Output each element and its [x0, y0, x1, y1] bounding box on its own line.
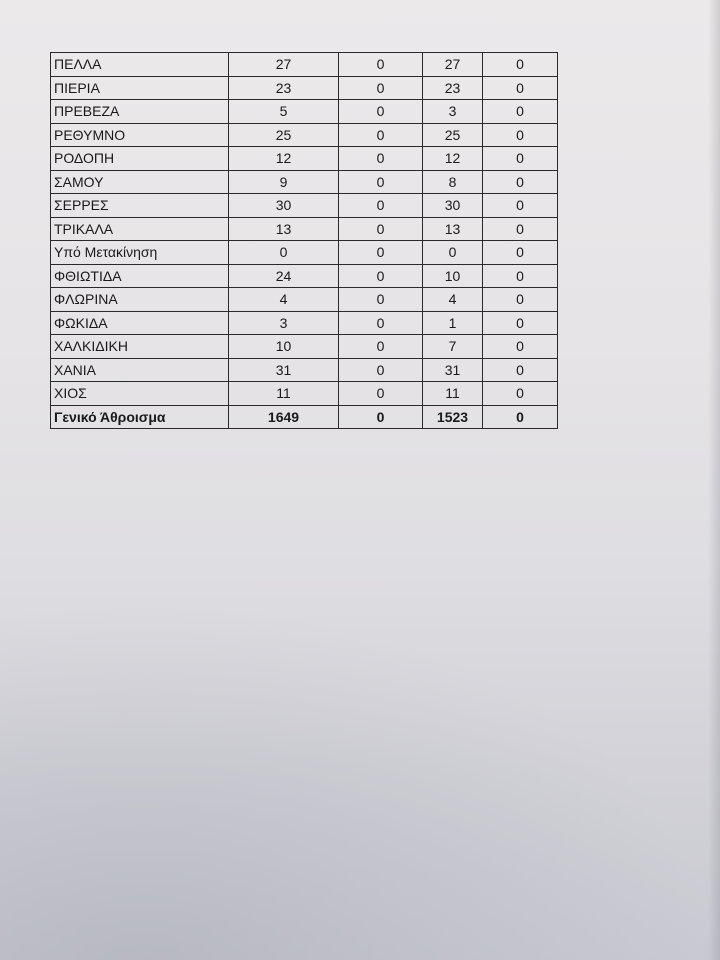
table-body — [51, 53, 558, 429]
page-edge — [708, 0, 720, 960]
value-col-3: 10 — [423, 264, 483, 288]
total-row — [51, 405, 558, 429]
table-row — [51, 335, 558, 359]
table-row — [51, 147, 558, 171]
region-name: ΣΕΡΡΕΣ — [51, 194, 229, 218]
value-col-2: 0 — [339, 147, 423, 171]
value-col-3: 23 — [423, 76, 483, 100]
value-col-1: 3 — [229, 311, 339, 335]
value-col-1: 0 — [229, 241, 339, 265]
total-col-2: 0 — [339, 405, 423, 429]
region-name: ΧΙΟΣ — [51, 382, 229, 406]
value-col-4: 0 — [483, 123, 558, 147]
value-col-4: 0 — [483, 194, 558, 218]
total-label: Γενικό Άθροισμα — [51, 405, 229, 429]
value-col-1: 23 — [229, 76, 339, 100]
value-col-3: 0 — [423, 241, 483, 265]
total-col-3: 1523 — [423, 405, 483, 429]
value-col-3: 30 — [423, 194, 483, 218]
value-col-1: 11 — [229, 382, 339, 406]
value-col-2: 0 — [339, 288, 423, 312]
value-col-1: 27 — [229, 53, 339, 77]
value-col-1: 4 — [229, 288, 339, 312]
region-name: ΡΕΘΥΜΝΟ — [51, 123, 229, 147]
region-name: ΦΩΚΙΔΑ — [51, 311, 229, 335]
value-col-4: 0 — [483, 382, 558, 406]
table-row — [51, 123, 558, 147]
value-col-3: 12 — [423, 147, 483, 171]
value-col-2: 0 — [339, 335, 423, 359]
region-name: ΦΘΙΩΤΙΔΑ — [51, 264, 229, 288]
region-name: ΠΡΕΒΕΖΑ — [51, 100, 229, 124]
value-col-4: 0 — [483, 358, 558, 382]
region-name: ΧΑΝΙΑ — [51, 358, 229, 382]
value-col-3: 4 — [423, 288, 483, 312]
value-col-1: 30 — [229, 194, 339, 218]
total-col-4: 0 — [483, 405, 558, 429]
table-row — [51, 311, 558, 335]
table-row — [51, 170, 558, 194]
region-name: ΤΡΙΚΑΛΑ — [51, 217, 229, 241]
table-row — [51, 241, 558, 265]
table-row — [51, 194, 558, 218]
value-col-4: 0 — [483, 147, 558, 171]
value-col-3: 25 — [423, 123, 483, 147]
value-col-2: 0 — [339, 311, 423, 335]
data-table — [50, 52, 558, 429]
value-col-4: 0 — [483, 288, 558, 312]
value-col-1: 9 — [229, 170, 339, 194]
value-col-1: 12 — [229, 147, 339, 171]
value-col-3: 13 — [423, 217, 483, 241]
table-row — [51, 217, 558, 241]
region-name: ΦΛΩΡΙΝΑ — [51, 288, 229, 312]
value-col-4: 0 — [483, 170, 558, 194]
region-name: ΣΑΜΟΥ — [51, 170, 229, 194]
table-row — [51, 358, 558, 382]
value-col-1: 13 — [229, 217, 339, 241]
value-col-2: 0 — [339, 358, 423, 382]
value-col-2: 0 — [339, 123, 423, 147]
value-col-4: 0 — [483, 100, 558, 124]
value-col-4: 0 — [483, 53, 558, 77]
value-col-3: 27 — [423, 53, 483, 77]
region-name: ΠΕΛΛΑ — [51, 53, 229, 77]
region-name: ΠΙΕΡΙΑ — [51, 76, 229, 100]
total-col-1: 1649 — [229, 405, 339, 429]
value-col-1: 31 — [229, 358, 339, 382]
value-col-4: 0 — [483, 217, 558, 241]
value-col-3: 7 — [423, 335, 483, 359]
table-row — [51, 76, 558, 100]
value-col-3: 1 — [423, 311, 483, 335]
value-col-2: 0 — [339, 76, 423, 100]
value-col-2: 0 — [339, 194, 423, 218]
value-col-3: 3 — [423, 100, 483, 124]
paper-shadow — [0, 600, 720, 960]
value-col-4: 0 — [483, 76, 558, 100]
table-row — [51, 288, 558, 312]
region-name: ΡΟΔΟΠΗ — [51, 147, 229, 171]
value-col-2: 0 — [339, 217, 423, 241]
value-col-4: 0 — [483, 241, 558, 265]
table-row — [51, 382, 558, 406]
value-col-4: 0 — [483, 311, 558, 335]
value-col-3: 11 — [423, 382, 483, 406]
value-col-1: 5 — [229, 100, 339, 124]
region-name: Υπό Μετακίνηση — [51, 241, 229, 265]
table-row — [51, 100, 558, 124]
value-col-2: 0 — [339, 241, 423, 265]
value-col-2: 0 — [339, 100, 423, 124]
table-row — [51, 53, 558, 77]
value-col-2: 0 — [339, 53, 423, 77]
value-col-2: 0 — [339, 170, 423, 194]
value-col-2: 0 — [339, 382, 423, 406]
value-col-4: 0 — [483, 264, 558, 288]
value-col-3: 8 — [423, 170, 483, 194]
value-col-2: 0 — [339, 264, 423, 288]
value-col-4: 0 — [483, 335, 558, 359]
value-col-3: 31 — [423, 358, 483, 382]
value-col-1: 25 — [229, 123, 339, 147]
table-row — [51, 264, 558, 288]
region-name: ΧΑΛΚΙΔΙΚΗ — [51, 335, 229, 359]
value-col-1: 10 — [229, 335, 339, 359]
value-col-1: 24 — [229, 264, 339, 288]
